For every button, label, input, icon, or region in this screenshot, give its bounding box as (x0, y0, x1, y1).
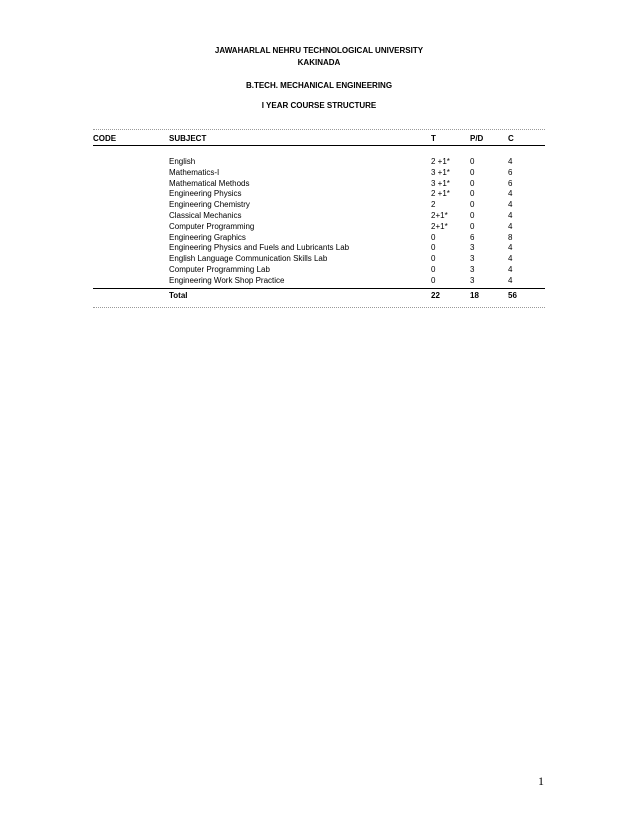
t-cell: 0 (431, 254, 436, 264)
c-cell: 4 (508, 157, 513, 166)
c-cell: 4 (508, 254, 513, 264)
c-cell: 4 (508, 221, 513, 231)
c-cell: 4 (508, 210, 513, 220)
subject-cell: Engineering Physics and Fuels and Lubricants Lab (169, 243, 350, 253)
table-row (0, 200, 638, 211)
city-name: KAKINADA (297, 58, 341, 67)
subject-cell: Engineering Work Shop Practice (169, 275, 285, 285)
pd-cell: 0 (470, 200, 475, 210)
c-cell: 8 (508, 232, 513, 242)
pd-cell: 3 (470, 275, 475, 285)
subject-cell: Computer Programming Lab (169, 264, 270, 274)
c-cell: 6 (508, 167, 513, 177)
total-t: 22 (431, 291, 440, 300)
table-row (0, 243, 638, 254)
subject-cell: Engineering Physics (169, 189, 242, 199)
pd-cell: 0 (470, 221, 475, 231)
t-cell: 0 (431, 243, 436, 253)
c-cell: 6 (508, 178, 513, 188)
total-label: Total (169, 291, 188, 300)
table-row (0, 265, 638, 276)
t-cell: 2 +1* (431, 189, 450, 199)
header-rule (93, 145, 545, 146)
table-row (0, 254, 638, 265)
pd-cell: 0 (470, 167, 475, 177)
c-cell: 4 (508, 275, 513, 285)
university-name: JAWAHARLAL NEHRU TECHNOLOGICAL UNIVERSITY (214, 46, 424, 55)
total-rule (93, 288, 545, 289)
table-row (0, 233, 638, 244)
subject-cell: Computer Programming (169, 221, 255, 231)
table-row (0, 211, 638, 222)
c-cell: 4 (508, 243, 513, 253)
pd-cell: 3 (470, 243, 475, 253)
structure-title: I YEAR COURSE STRUCTURE (261, 101, 377, 110)
header-c: C (508, 134, 514, 143)
subject-cell: Classical Mechanics (169, 210, 242, 220)
table-row (0, 222, 638, 233)
subject-cell: English Language Communication Skills Lab (169, 254, 328, 264)
pd-cell: 3 (470, 254, 475, 264)
subject-cell: Engineering Chemistry (169, 200, 250, 210)
subject-cell: English (169, 157, 196, 166)
header-code: CODE (93, 134, 117, 143)
t-cell: 0 (431, 264, 436, 274)
t-cell: 3 +1* (431, 167, 450, 177)
total-c: 56 (508, 291, 517, 300)
c-cell: 4 (508, 189, 513, 199)
t-cell: 0 (431, 232, 436, 242)
table-row (0, 276, 638, 287)
subject-cell: Mathematical Methods (169, 178, 250, 188)
table-row (0, 157, 638, 168)
t-cell: 2+1* (431, 221, 448, 231)
table-bottom-rule (93, 307, 545, 308)
pd-cell: 6 (470, 232, 475, 242)
pd-cell: 3 (470, 264, 475, 274)
t-cell: 3 +1* (431, 178, 450, 188)
table-row (0, 168, 638, 179)
header-pd: P/D (470, 134, 484, 143)
pd-cell: 0 (470, 157, 475, 166)
subject-cell: Engineering Graphics (169, 232, 246, 242)
t-cell: 2 (431, 200, 436, 210)
pd-cell: 0 (470, 189, 475, 199)
table-top-rule (93, 129, 545, 130)
header-subject: SUBJECT (169, 134, 207, 143)
course-list (0, 157, 638, 287)
c-cell: 4 (508, 200, 513, 210)
t-cell: 2 +1* (431, 157, 450, 166)
c-cell: 4 (508, 264, 513, 274)
subject-cell: Mathematics-I (169, 167, 220, 177)
table-row (0, 189, 638, 200)
t-cell: 0 (431, 275, 436, 285)
pd-cell: 0 (470, 210, 475, 220)
total-pd: 18 (470, 291, 479, 300)
program-title: B.TECH. MECHANICAL ENGINEERING (245, 81, 393, 90)
pd-cell: 0 (470, 178, 475, 188)
header-t: T (431, 134, 436, 143)
page-number: 1 (538, 774, 544, 788)
table-row (0, 179, 638, 190)
t-cell: 2+1* (431, 210, 448, 220)
